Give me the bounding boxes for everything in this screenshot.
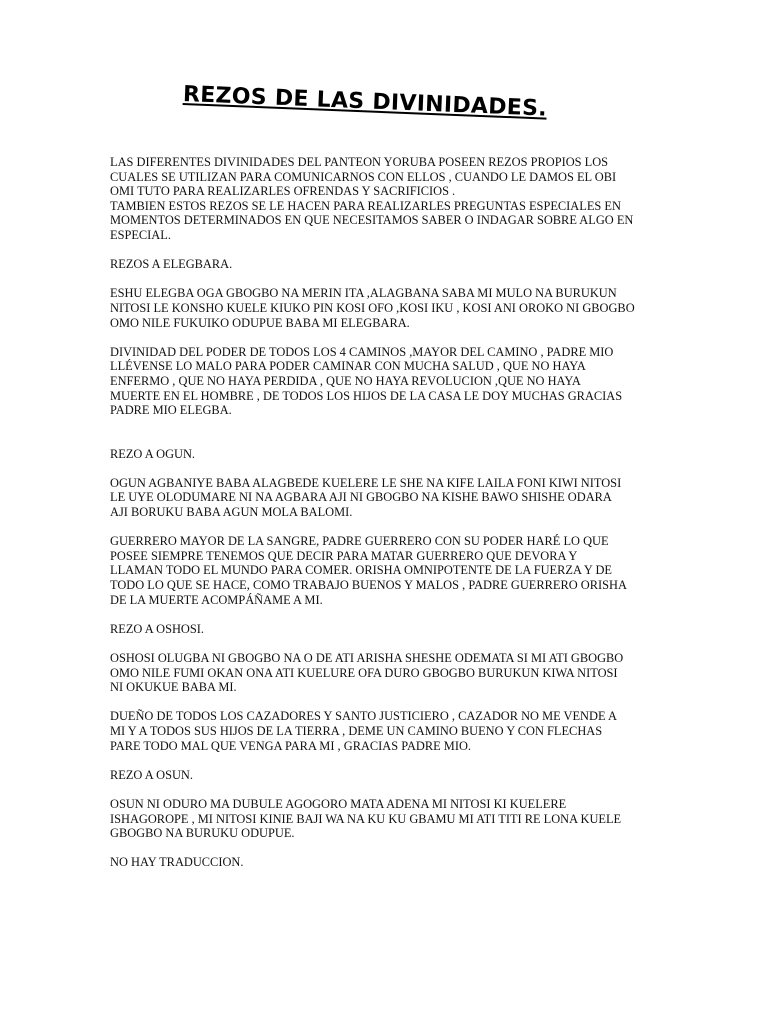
elegbara-prayer-spanish: DIVINIDAD DEL PODER DE TODOS LOS 4 CAMINOS ,MAYOR DEL CAMINO , PADRE MIO LLÉVENSE LO MALO PARA PODER CAMINAR CON MUCHA SALUD , QUE NO HAYA ENFERMO , QUE NO HAYA PERDIDA , QUE NO HAYA REVOLUCION ,QUE NO HAYA MUERTE EN EL HOMBRE , DE TODOS LOS HIJOS DE LA CASA LE DOY MUCHAS GRACIAS PADRE MIO ELEGBA. xyxy=(110,344,623,418)
document-body xyxy=(110,155,670,885)
osun-prayer-yoruba: OSUN NI ODURO MA DUBULE AGOGORO MATA ADENA MI NITOSI KI KUELERE ISHAGOROPE , MI NITOSI KINIE BAJI WA NA KU KU GBAMU MI ATI TITI RE LONA KUELE GBOGBO NA BURUKU ODUPUE. xyxy=(110,796,622,841)
document-title: REZOS DE LAS DIVINIDADES. xyxy=(182,82,548,122)
oshosi-prayer-yoruba: OSHOSI OLUGBA NI GBOGBO NA O DE ATI ARISHA SHESHE ODEMATA SI MI ATI GBOGBO OMO NILE FUMI OKAN ONA ATI KUELURE OFA DURO GBOGBO BURUKUN KIWA NITOSI NI OKUKUE BABA MI. xyxy=(110,651,624,695)
elegbara-prayer-yoruba: ESHU ELEGBA OGA GBOGBO NA MERIN ITA ,ALAGBANA SABA MI MULO NA BURUKUN NITOSI LE KONSHO KUELE KIUKO PIN KOSI OFO ,KOSI IKU , KOSI ANI OROKO NI GBOGBO OMO NILE FUKUIKO ODUPUE BABA MI ELEGBARA. xyxy=(110,286,635,330)
ogun-prayer-yoruba: OGUN AGBANIYE BABA ALAGBEDE KUELERE LE SHE NA KIFE LAILA FONI KIWI NITOSI LE UYE OLODUMARE NI NA AGBARA AJI NI GBOGBO NA KISHE BAWO SHISHE ODARA AJI BORUKU BABA AGUN MOLA BALOMI. xyxy=(110,475,622,520)
section-heading-oshosi: REZO A OSHOSI. xyxy=(110,621,204,636)
oshosi-prayer-spanish: DUEÑO DE TODOS LOS CAZADORES Y SANTO JUSTICIERO , CAZADOR NO ME VENDE A MI Y A TODOS SUS HIJOS DE LA TIERRA , DEME UN CAMINO BUENO Y CON FLECHAS PARE TODO MAL QUE VENGA PARA MI , GRACIAS PADRE MIO. xyxy=(110,709,617,753)
section-heading-elegbara: REZOS A ELEGBARA. xyxy=(110,257,233,272)
intro-paragraph: LAS DIFERENTES DIVINIDADES DEL PANTEON YORUBA POSEEN REZOS PROPIOS LOS CUALES SE UTILIZAN PARA COMUNICARNOS CON ELLOS , CUANDO LE DAMOS EL OBI OMI TUTO PARA REALIZARLES OFRENDAS Y SACRIFICIOS . TAMBIEN ESTOS REZOS SE LE HACEN PARA REALIZARLES PREGUNTAS ESPECIALES EN MOMENTOS DETERMINADOS EN QUE NECESITAMOS SABER O INDAGAR SOBRE ALGO EN ESPECIAL. xyxy=(110,155,634,242)
section-heading-ogun: REZO A OGUN. xyxy=(110,446,196,461)
osun-translation-note: NO HAY TRADUCCION. xyxy=(110,855,244,870)
section-heading-osun: REZO A OSUN. xyxy=(110,767,193,782)
ogun-prayer-spanish: GUERRERO MAYOR DE LA SANGRE, PADRE GUERRERO CON SU PODER HARÉ LO QUE POSEE SIEMPRE TENEMOS QUE DECIR PARA MATAR GUERRERO QUE DEVORA Y LLAMAN TODO EL MUNDO PARA COMER. ORISHA OMNIPOTENTE DE LA FUERZA Y DE TODO LO QUE SE HACE, COMO TRABAJO BUENOS Y MALOS , PADRE GUERRERO ORISHA DE LA MUERTE ACOMPÁÑAME A MI. xyxy=(110,534,627,607)
